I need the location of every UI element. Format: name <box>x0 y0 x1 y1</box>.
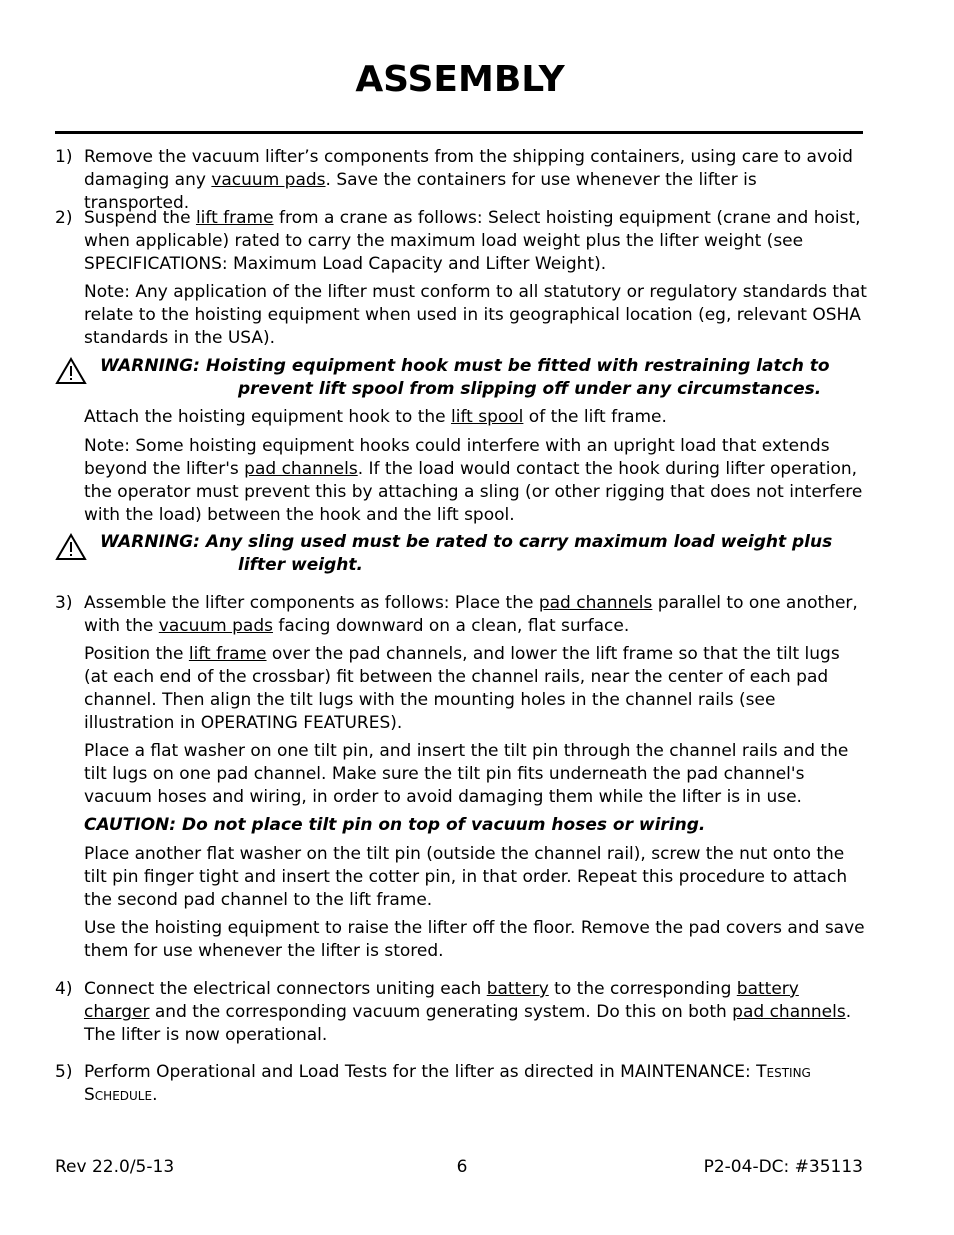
footer-page-number: 6 <box>456 1157 468 1177</box>
term-link: vacuum pads <box>158 616 273 636</box>
term-link: lift frame <box>188 644 267 664</box>
step-number: 3) <box>55 593 73 613</box>
step-text: Assemble the lifter components as follows: Place the pad channels parallel to one another, with the vacuum pads facing downward on a clean, flat surface. <box>84 593 858 636</box>
step-text: Connect the electrical connectors uniting each battery to the corresponding battery charger and the corresponding vacuum generating system. Do this on both pad channels. The lifter is now operational. <box>84 979 852 1045</box>
step-number: 1) <box>55 147 73 167</box>
term-link: battery charger <box>84 979 799 1022</box>
warning-triangle-icon <box>55 357 87 385</box>
note-paragraph: Note: Some hoisting equipment hooks could interfere with an upright load that extends beyond the lifter's pad channels. If the load would contact the hook during lifter operation, the operator must prevent this by attaching a sling (or other rigging that does not interfere with the load) between the hook and the lift spool. <box>84 436 863 525</box>
footer-revision: Rev 22.0/5-13 <box>55 1157 175 1177</box>
step-1 <box>55 146 867 215</box>
paragraph: Place another flat washer on the tilt pin (outside the channel rail), screw the nut onto the tilt pin finger tight and insert the cotter pin, in that order. Repeat this procedure to attach the second pad channel to the lift frame. <box>84 844 848 910</box>
warning-text: WARNING: Any sling used must be rated to carry maximum load weight plus <box>100 532 833 552</box>
warning-text: prevent lift spool from slipping off under any circumstances. <box>238 379 822 399</box>
paragraph: Use the hoisting equipment to raise the lifter off the floor. Remove the pad covers and save them for use whenever the lifter is stored. <box>84 918 865 961</box>
title-divider <box>55 131 863 134</box>
step-text: Remove the vacuum lifter’s components from the shipping containers, using care to avoid damaging any vacuum pads. Save the containers for use whenever the lifter is transported. <box>84 147 853 213</box>
caution-text: CAUTION: Do not place tilt pin on top of vacuum hoses or wiring. <box>84 815 706 835</box>
footer-doc-id: P2-04-DC: #35113 <box>703 1157 863 1177</box>
step-text: Suspend the lift frame from a crane as follows: Select hoisting equipment (crane and hoist, when applicable) rated to carry the maximum load weight plus the lifter weight (see SPECIFICATIONS: Maximum Load Capacity and Lifter Weight). <box>84 208 861 274</box>
term-link: pad channels <box>244 459 358 479</box>
page-title: ASSEMBLY <box>355 59 565 100</box>
paragraph: Position the lift frame over the pad channels, and lower the lift frame so that the tilt lugs (at each end of the crossbar) fit between the channel rails, near the center of each pad channel. Then align the tilt lugs with the mounting holes in the channel rails (see illustration in OPERATING FEATURES). <box>84 644 840 733</box>
warning-text: WARNING: Hoisting equipment hook must be fitted with restraining latch to <box>100 356 830 376</box>
step-5 <box>55 1061 867 1107</box>
paragraph: Attach the hoisting equipment hook to the lift spool of the lift frame. <box>84 407 667 427</box>
step-3 <box>55 592 867 638</box>
term-link: lift frame <box>195 208 274 228</box>
step-number: 5) <box>55 1062 73 1082</box>
step-2 <box>55 207 867 276</box>
warning-text: lifter weight. <box>238 555 363 575</box>
step-4 <box>55 978 867 1047</box>
term-link: pad channels <box>732 1002 846 1022</box>
step-number: 4) <box>55 979 73 999</box>
note-paragraph: Note: Any application of the lifter must conform to all statutory or regulatory standards that relate to the hoisting equipment when used in its geographical location (eg, relevant OSHA standards in the USA). <box>84 282 867 348</box>
step-number: 2) <box>55 208 73 228</box>
term-link: battery <box>486 979 549 999</box>
warning-triangle-icon <box>55 533 87 561</box>
term-link: lift spool <box>451 407 524 427</box>
paragraph: Place a flat washer on one tilt pin, and insert the tilt pin through the channel rails and the tilt lugs on one pad channel. Make sure the tilt pin fits underneath the pad channel's vacuum hoses and wiring, in order to avoid damaging them while the lifter is in use. <box>84 741 849 807</box>
term-link: pad channels <box>538 593 653 613</box>
term-link: vacuum pads <box>211 170 326 190</box>
step-text: Perform Operational and Load Tests for the lifter as directed in MAINTENANCE: Testing Schedule. <box>84 1062 811 1105</box>
